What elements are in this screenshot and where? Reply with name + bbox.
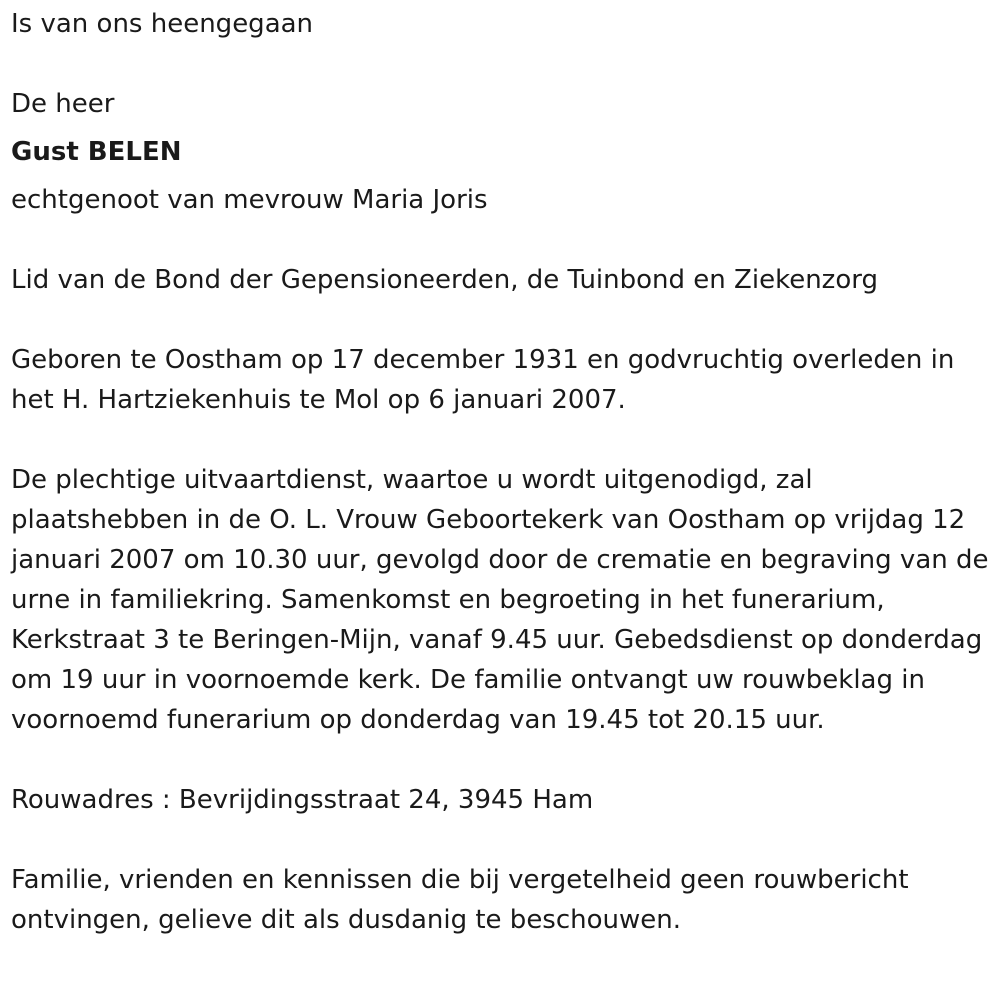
- intro-line: Is van ons heengegaan: [11, 9, 314, 39]
- closing-paragraph: Familie, vrienden en kennissen die bij vergetelheid geen rouwbericht ontvingen, gelieve dit als dusdanig te beschouwen.: [11, 865, 909, 935]
- membership-line: Lid van de Bond der Gepensioneerden, de Tuinbond en Ziekenzorg: [11, 265, 878, 295]
- deceased-name: Gust BELEN: [11, 137, 182, 167]
- address-line: Rouwadres : Bevrijdingsstraat 24, 3945 Ham: [11, 785, 594, 815]
- salutation: De heer: [11, 89, 115, 119]
- spouse-line: echtgenoot van mevrouw Maria Joris: [11, 185, 488, 215]
- death-notice: [11, 4, 991, 940]
- birth-death-paragraph: Geboren te Oostham op 17 december 1931 en godvruchtig overleden in het H. Hartziekenhuis te Mol op 6 januari 2007.: [11, 345, 955, 415]
- funeral-paragraph: De plechtige uitvaartdienst, waartoe u wordt uitgenodigd, zal plaatshebben in de O. L. Vrouw Geboortekerk van Oostham op vrijdag 12 januari 2007 om 10.30 uur, gevolgd door de crematie en begraving van de urne in familiekring. Samenkomst en begroeting in het funerarium, Kerkstraat 3 te Beringen-Mijn, vanaf 9.45 uur. Gebedsdienst op donderdag om 19 uur in voornoemde kerk. De familie ontvangt uw rouwbeklag in voornoemd funerarium op donderdag van 19.45 tot 20.15 uur.: [11, 465, 989, 735]
